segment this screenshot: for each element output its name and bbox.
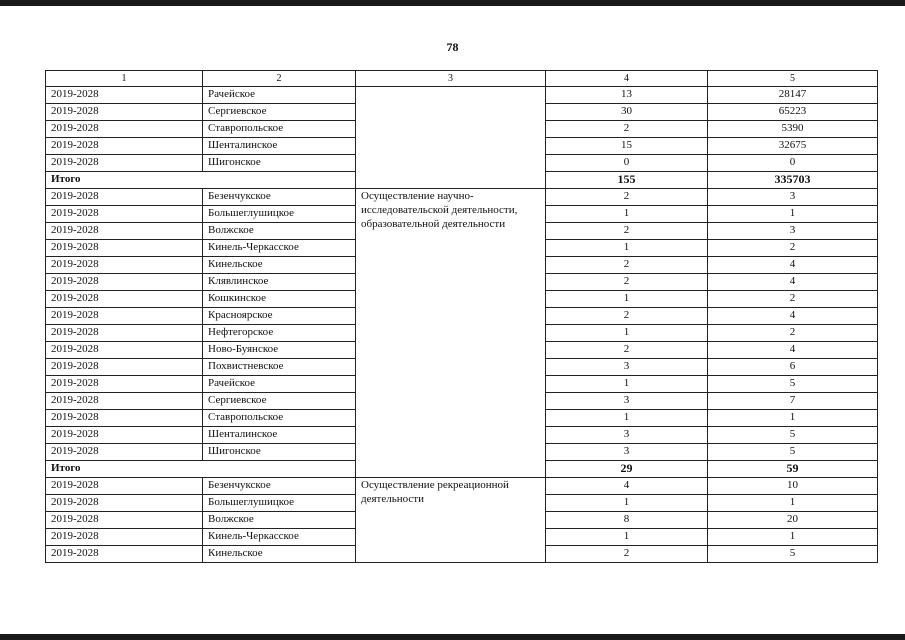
header-cell: 4 [546, 71, 708, 87]
district-cell: Ставропольское [203, 410, 356, 427]
value-cell-col4: 15 [546, 138, 708, 155]
value-cell-col4: 2 [546, 121, 708, 138]
period-cell: 2019-2028 [46, 240, 203, 257]
period-cell: 2019-2028 [46, 376, 203, 393]
district-cell: Кинельское [203, 257, 356, 274]
district-cell: Клявлинское [203, 274, 356, 291]
header-cell: 2 [203, 71, 356, 87]
total-label: Итого [46, 172, 356, 189]
district-cell: Ставропольское [203, 121, 356, 138]
period-cell: 2019-2028 [46, 512, 203, 529]
district-cell: Сергиевское [203, 393, 356, 410]
period-cell: 2019-2028 [46, 274, 203, 291]
district-cell: Шигонское [203, 444, 356, 461]
value-cell-col5: 1 [708, 495, 878, 512]
value-cell-col4: 2 [546, 546, 708, 563]
value-cell-col4: 2 [546, 189, 708, 206]
value-cell-col5: 3 [708, 189, 878, 206]
period-cell: 2019-2028 [46, 138, 203, 155]
period-cell: 2019-2028 [46, 529, 203, 546]
header-cell: 1 [46, 71, 203, 87]
period-cell: 2019-2028 [46, 121, 203, 138]
district-cell: Безенчукское [203, 189, 356, 206]
total-value-col4: 29 [546, 461, 708, 478]
value-cell-col4: 1 [546, 291, 708, 308]
value-cell-col5: 65223 [708, 104, 878, 121]
period-cell: 2019-2028 [46, 308, 203, 325]
value-cell-col5: 5 [708, 444, 878, 461]
district-cell: Красноярское [203, 308, 356, 325]
period-cell: 2019-2028 [46, 223, 203, 240]
value-cell-col5: 4 [708, 257, 878, 274]
district-cell: Большеглушицкое [203, 495, 356, 512]
value-cell-col4: 1 [546, 376, 708, 393]
value-cell-col5: 3 [708, 223, 878, 240]
district-cell: Волжское [203, 223, 356, 240]
value-cell-col5: 7 [708, 393, 878, 410]
table-row [46, 478, 878, 495]
value-cell-col5: 1 [708, 410, 878, 427]
value-cell-col4: 1 [546, 495, 708, 512]
total-value-col5: 335703 [708, 172, 878, 189]
value-cell-col5: 20 [708, 512, 878, 529]
district-cell: Нефтегорское [203, 325, 356, 342]
value-cell-col5: 10 [708, 478, 878, 495]
district-cell: Рачейское [203, 87, 356, 104]
value-cell-col5: 5 [708, 546, 878, 563]
period-cell: 2019-2028 [46, 393, 203, 410]
district-cell: Большеглушицкое [203, 206, 356, 223]
district-cell: Кинельское [203, 546, 356, 563]
value-cell-col4: 2 [546, 257, 708, 274]
header-cell: 5 [708, 71, 878, 87]
period-cell: 2019-2028 [46, 155, 203, 172]
period-cell: 2019-2028 [46, 342, 203, 359]
value-cell-col4: 3 [546, 359, 708, 376]
value-cell-col5: 1 [708, 529, 878, 546]
value-cell-col5: 5 [708, 427, 878, 444]
value-cell-col5: 1 [708, 206, 878, 223]
period-cell: 2019-2028 [46, 495, 203, 512]
value-cell-col5: 32675 [708, 138, 878, 155]
value-cell-col4: 3 [546, 444, 708, 461]
district-cell: Рачейское [203, 376, 356, 393]
table-body [46, 71, 878, 563]
district-cell: Сергиевское [203, 104, 356, 121]
district-cell: Шенталинское [203, 138, 356, 155]
activity-cell: Осуществление рекреационной деятельности [356, 478, 546, 563]
total-label: Итого [46, 461, 356, 478]
activity-cell: Осуществление научно-исследовательской деятельности, образовательной деятельности [356, 189, 546, 478]
value-cell-col5: 5 [708, 376, 878, 393]
period-cell: 2019-2028 [46, 189, 203, 206]
value-cell-col4: 1 [546, 410, 708, 427]
header-cell: 3 [356, 71, 546, 87]
period-cell: 2019-2028 [46, 478, 203, 495]
data-table [45, 70, 878, 563]
period-cell: 2019-2028 [46, 359, 203, 376]
value-cell-col5: 4 [708, 274, 878, 291]
table-header-row [46, 71, 878, 87]
value-cell-col5: 0 [708, 155, 878, 172]
value-cell-col5: 2 [708, 291, 878, 308]
table-row [46, 87, 878, 104]
value-cell-col4: 8 [546, 512, 708, 529]
value-cell-col5: 4 [708, 342, 878, 359]
value-cell-col5: 28147 [708, 87, 878, 104]
total-value-col4: 155 [546, 172, 708, 189]
district-cell: Безенчукское [203, 478, 356, 495]
period-cell: 2019-2028 [46, 104, 203, 121]
value-cell-col4: 2 [546, 274, 708, 291]
value-cell-col5: 2 [708, 325, 878, 342]
period-cell: 2019-2028 [46, 546, 203, 563]
value-cell-col5: 2 [708, 240, 878, 257]
district-cell: Похвистневское [203, 359, 356, 376]
district-cell: Кошкинское [203, 291, 356, 308]
district-cell: Шенталинское [203, 427, 356, 444]
value-cell-col5: 5390 [708, 121, 878, 138]
value-cell-col4: 3 [546, 427, 708, 444]
district-cell: Кинель-Черкасское [203, 240, 356, 257]
district-cell: Кинель-Черкасское [203, 529, 356, 546]
page-number: 78 [446, 40, 459, 54]
value-cell-col4: 30 [546, 104, 708, 121]
period-cell: 2019-2028 [46, 87, 203, 104]
period-cell: 2019-2028 [46, 257, 203, 274]
period-cell: 2019-2028 [46, 410, 203, 427]
value-cell-col4: 1 [546, 325, 708, 342]
value-cell-col4: 2 [546, 308, 708, 325]
activity-cell [356, 87, 546, 189]
district-cell: Ново-Буянское [203, 342, 356, 359]
district-cell: Шигонское [203, 155, 356, 172]
value-cell-col4: 1 [546, 206, 708, 223]
period-cell: 2019-2028 [46, 325, 203, 342]
period-cell: 2019-2028 [46, 427, 203, 444]
scan-top-border [0, 0, 905, 6]
value-cell-col4: 2 [546, 342, 708, 359]
scan-bottom-border [0, 634, 905, 640]
value-cell-col4: 1 [546, 240, 708, 257]
value-cell-col4: 2 [546, 223, 708, 240]
value-cell-col4: 3 [546, 393, 708, 410]
period-cell: 2019-2028 [46, 206, 203, 223]
value-cell-col4: 13 [546, 87, 708, 104]
period-cell: 2019-2028 [46, 444, 203, 461]
value-cell-col4: 0 [546, 155, 708, 172]
table-row [46, 189, 878, 206]
value-cell-col4: 4 [546, 478, 708, 495]
total-value-col5: 59 [708, 461, 878, 478]
district-cell: Волжское [203, 512, 356, 529]
value-cell-col4: 1 [546, 529, 708, 546]
period-cell: 2019-2028 [46, 291, 203, 308]
value-cell-col5: 4 [708, 308, 878, 325]
value-cell-col5: 6 [708, 359, 878, 376]
